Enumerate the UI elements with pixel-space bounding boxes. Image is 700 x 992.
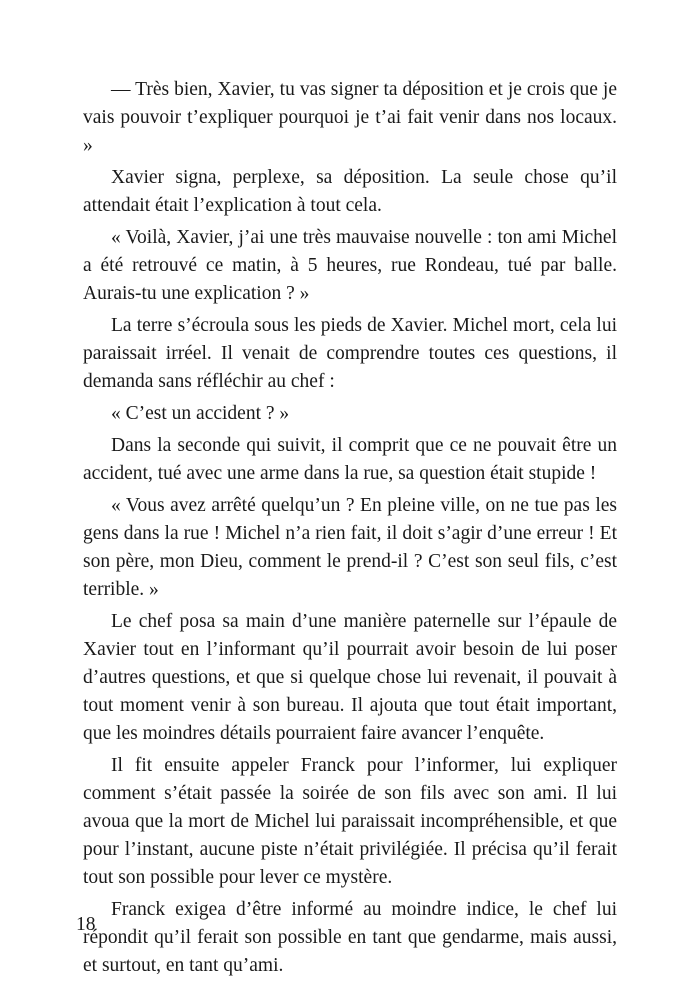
paragraph-8: Le chef posa sa main d’une manière paternelle sur l’épaule de Xavier tout en l’informant qu’il pourrait avoir besoin de lui poser d’autres questions, et que si quelque chose lui revenait, il pouvait à tout moment venir à son bureau. Il ajouta que tout était important, que les moindres détails pourraient faire avancer l’enquête. <box>83 611 617 744</box>
paragraph-5: « C’est un accident ? » <box>111 403 290 424</box>
paragraph-9: Il fit ensuite appeler Franck pour l’informer, lui expliquer comment s’était passée la soirée de son fils avec son ami. Il lui avoua que la mort de Michel lui paraissait incompréhensible, et que pour l’instant, aucune piste n’était privilégiée. Il précisa qu’il ferait tout son possible pour lever ce mystère. <box>83 755 617 888</box>
paragraph-6: Dans la seconde qui suivit, il comprit que ce ne pouvait être un accident, tué avec une arme dans la rue, sa question était stupide ! <box>83 435 617 484</box>
paragraph-4: La terre s’écroula sous les pieds de Xavier. Michel mort, cela lui paraissait irréel. Il venait de comprendre toutes ces questions, il demanda sans réfléchir au chef : <box>83 315 617 392</box>
paragraph-10: Franck exigea d’être informé au moindre indice, le chef lui répondit qu’il ferait son possible en tant que gendarme, mais aussi, et surtout, en tant qu’ami. <box>83 899 617 976</box>
body-text <box>83 76 617 984</box>
paragraph-2: Xavier signa, perplexe, sa déposition. La seule chose qu’il attendait était l’explication à tout cela. <box>83 167 617 216</box>
paragraph-1: — Très bien, Xavier, tu vas signer ta déposition et je crois que je vais pouvoir t’expliquer pourquoi je t’ai fait venir dans nos locaux. » <box>83 79 617 156</box>
page-number: 18 <box>76 914 96 935</box>
paragraph-7: « Vous avez arrêté quelqu’un ? En pleine ville, on ne tue pas les gens dans la rue ! Michel n’a rien fait, il doit s’agir d’une erreur ! Et son père, mon Dieu, comment le prend-il ? C’est son seul fils, c’est terrible. » <box>83 495 617 600</box>
paragraph-3: « Voilà, Xavier, j’ai une très mauvaise nouvelle : ton ami Michel a été retrouvé ce matin, à 5 heures, rue Rondeau, tué par balle. Aurais-tu une explication ? » <box>83 227 617 304</box>
